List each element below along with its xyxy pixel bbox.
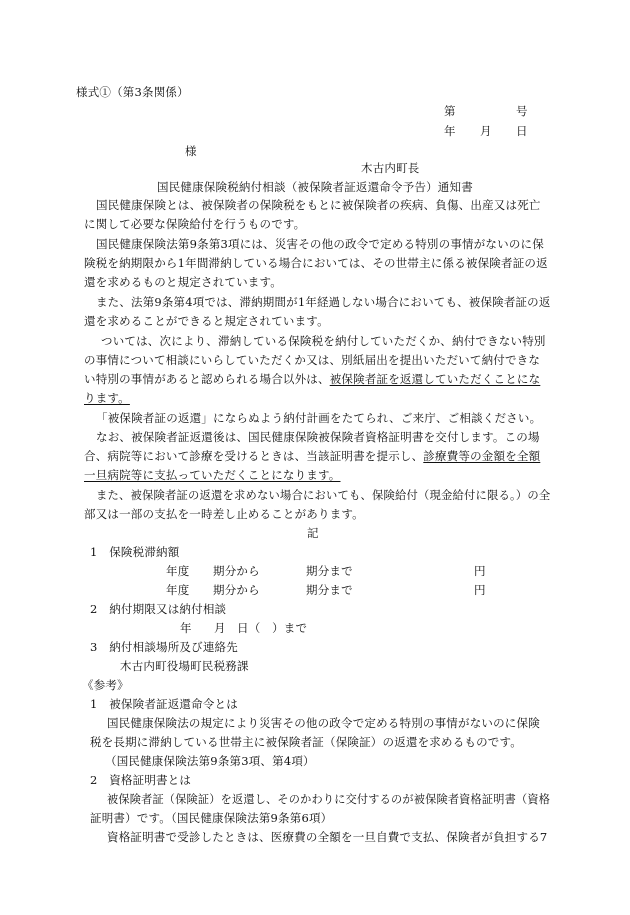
paragraph-line: 「被保険者証の返還」にならぬよう納付計画をたてられ、ご来庁、ご相談ください。 [96, 411, 542, 425]
number-suffix: 号 [516, 104, 528, 118]
form-label: 様式①（第3条関係） [76, 85, 189, 99]
date-year: 年 [444, 124, 456, 138]
item1-yen: 円 [474, 564, 486, 578]
ref2-line: 資格証明書で受診したときは、医療費の全額を一旦自費で支払、保険者が負担する7 [107, 830, 548, 844]
text-span: 合、病院等において診療を受けるときは、当該証明書を提示し、 [84, 449, 424, 463]
ref2-title: 2 資格証明書とは [90, 773, 192, 787]
record-heading: 記 [307, 526, 319, 540]
ref1-law: （国民健康保険法第9条第3項、第4項） [105, 754, 315, 768]
reference-heading: 《参考》 [82, 678, 129, 692]
text-span: い特別の事情があると認められる場合以外は、 [84, 372, 330, 386]
underlined-warning: ります。 [84, 391, 130, 405]
item1-to: 期分まで [306, 564, 353, 578]
paragraph-line: 国民健康保険法第9条第3項には、災害その他の政令で定める特別の事情がないのに保 [96, 237, 544, 251]
ref1-line: 国民健康保険法の規定により災害その他の政令で定める特別の事情がないのに保険 [107, 716, 540, 730]
underlined-warning: 診療費等の金額を全額 [423, 449, 541, 463]
document-title: 国民健康保険税納付相談（被保険者証返還命令予告）通知書 [157, 180, 473, 194]
paragraph-line: 還を求めるものと規定されています。 [84, 275, 282, 289]
paragraph-line: 国民健康保険とは、被保険者の保険税をもとに被保険者の疾病、負傷、出産又は死亡 [96, 198, 541, 212]
item1-to: 期分まで [306, 583, 353, 597]
number-label: 第 [444, 104, 456, 118]
ref2-line: 証明書）です。（国民健康保険法第9条第6項） [90, 811, 333, 825]
item1-year: 年度 [166, 564, 190, 578]
item2-month: 月 [214, 621, 226, 635]
item2-year: 年 [180, 621, 192, 635]
item1-title: 1 保険税滞納額 [90, 545, 180, 559]
underlined-warning: 一旦病院等に支払っていただくことになります。 [84, 468, 341, 482]
paragraph-line: 還を求めることができると規定されています。 [84, 314, 329, 328]
paragraph-line: 部又は一部の支払を一時差し止めることがあります。 [84, 507, 364, 521]
ref2-line: 被保険者証（保険証）を返還し、そのかわりに交付するのが被保険者資格証明書（資格 [107, 792, 551, 806]
paragraph-line: なお、被保険者証返還後は、国民健康保険被保険者資格証明書を交付します。この場 [96, 430, 540, 444]
paragraph-line: ついては、次により、滞納している保険税を納付していただくか、納付できない特別 [101, 334, 546, 348]
item1-from: 期分から [213, 564, 260, 578]
underlined-warning: 被保険者証を返還していただくことにな [329, 372, 541, 386]
paragraph-line [84, 448, 540, 464]
date-month: 月 [480, 124, 492, 138]
sender: 木古内町長 [361, 161, 420, 175]
item3-title: 3 納付相談場所及び連絡先 [90, 640, 238, 654]
ref1-line: 税を長期に滞納している世帯主に被保険者証（保険証）の返還を求めるものです。 [90, 735, 522, 749]
paragraph-line: また、法第9条第4項では、滞納期間が1年経過しない場合においても、被保険者証の返 [96, 295, 551, 309]
item2-day: 日（ ）まで [237, 621, 308, 635]
item1-yen: 円 [474, 583, 486, 597]
item3-place: 木古内町役場町民税務課 [120, 659, 249, 673]
date-day: 日 [516, 124, 528, 138]
addressee-suffix: 様 [185, 144, 197, 158]
item1-from: 期分から [213, 583, 260, 597]
paragraph-line: に関して必要な保険給付を行うものです。 [84, 217, 306, 231]
paragraph-line [84, 371, 540, 387]
paragraph-line: 険税を納期限から1年間滞納している場合においては、その世帯主に係る被保険者証の返 [84, 256, 548, 270]
ref1-title: 1 被保険者証返還命令とは [90, 697, 238, 711]
item1-year: 年度 [166, 583, 190, 597]
paragraph-line: の事情について相談にいらしていただくか又は、別紙届出を提出いただいて納付できな [84, 353, 541, 367]
paragraph-line: また、被保険者証の返還を求めない場合においても、保険給付（現金給付に限る。）の全 [96, 488, 551, 502]
item2-title: 2 納付期限又は納付相談 [90, 602, 227, 616]
